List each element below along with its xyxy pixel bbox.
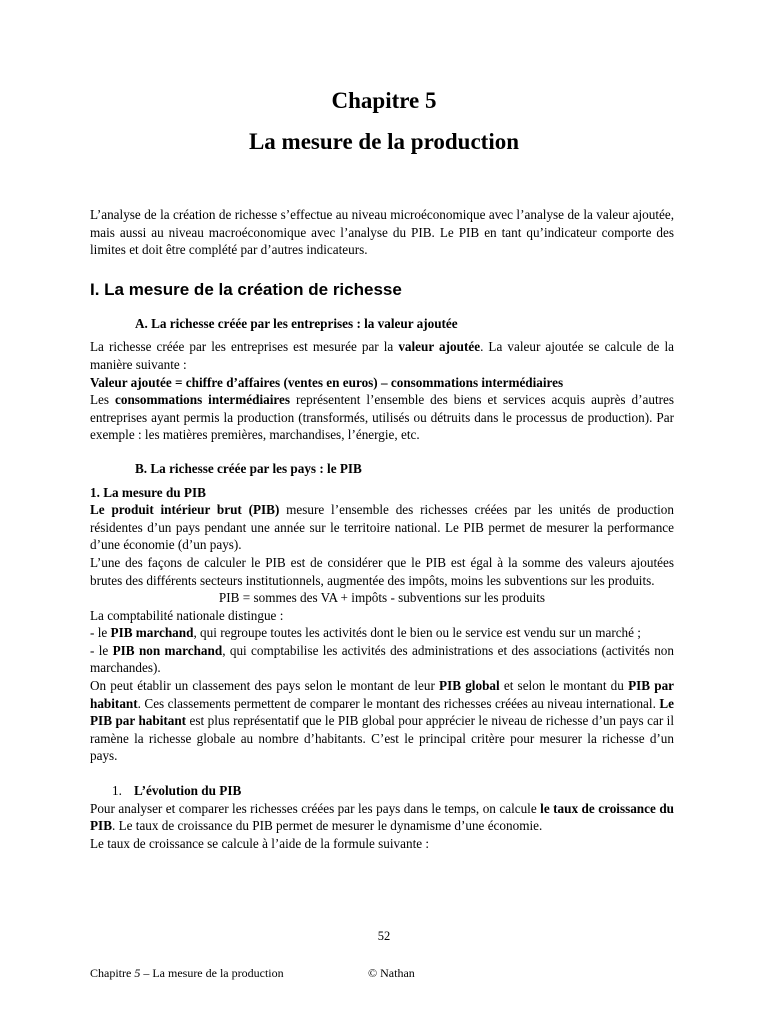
heading-text: L’évolution du PIB — [134, 783, 242, 799]
growth-formula-intro: Le taux de croissance se calcule à l’aide de la formule suivante : — [90, 835, 430, 851]
text-span: et selon le montant du — [499, 678, 629, 694]
text-span: La richesse créée par les entreprises est mesurée par la — [90, 339, 399, 355]
text-span: mesure l’ensemble des richesses créées par les unités de production résidentes d’un pays pendant une année sur le territoire national. Le PIB permet de mesurer la performance d’une économie (d’un pays). — [90, 502, 674, 553]
text-span: - le — [90, 625, 111, 641]
bold-term: PIB par habitant — [90, 678, 675, 711]
country-ranking-paragraph — [90, 677, 674, 765]
pib-formula: PIB = sommes des VA + impôts - subventions sur les produits — [218, 590, 546, 606]
value-added-paragraph — [90, 338, 674, 373]
subheading-a: A. La richesse créée par les entreprises : la valeur ajoutée — [135, 315, 458, 331]
footer-chapter-prefix: Chapitre — [90, 966, 135, 980]
page-footer — [90, 966, 415, 981]
pib-definition-paragraph — [90, 501, 674, 554]
text-span: . La valeur ajoutée se calcule de la manière suivante : — [90, 339, 674, 372]
national-accounting-intro: La comptabilité nationale distingue : — [90, 607, 284, 623]
bold-term: PIB global — [439, 678, 500, 694]
list-item-non-market-pib — [90, 642, 674, 677]
value-added-formula: Valeur ajoutée = chiffre d’affaires (ventes en euros) – consommations intermédiaires — [90, 374, 564, 390]
list-item-market-pib — [90, 624, 674, 642]
heading-pib-measure: 1. La mesure du PIB — [90, 484, 206, 500]
chapter-number: Chapitre 5 — [331, 88, 437, 113]
page-number: 52 — [377, 929, 391, 943]
heading-pib-evolution — [90, 782, 674, 800]
bold-term: Le produit intérieur brut (PIB) — [90, 502, 280, 518]
text-span: , qui regroupe toutes les activités dont le bien ou le service est vendu sur un marché ; — [193, 625, 641, 641]
text-span: Les — [90, 392, 116, 408]
bold-term: PIB marchand — [110, 625, 194, 641]
heading-number: 1. — [112, 783, 122, 799]
section-heading-1: I. La mesure de la création de richesse — [90, 279, 402, 299]
text-span: Pour analyser et comparer les richesses créées par les pays dans le temps, on calcule — [90, 800, 541, 816]
text-span: est plus représentatif que le PIB global pour apprécier le niveau de richesse d’un pays car il ramène la richesse globale au nombre d’habitants. C’est le principal critère pour mesurer la richesse d’un pays. — [90, 713, 674, 764]
bold-term: valeur ajoutée — [398, 339, 481, 355]
document-body — [90, 206, 674, 852]
bold-term: PIB non marchand — [112, 642, 223, 658]
footer-copyright: © Nathan — [368, 966, 415, 980]
growth-rate-paragraph — [90, 800, 674, 835]
subheading-b: B. La richesse créée par les pays : le PIB — [135, 460, 362, 476]
text-span: . Le taux de croissance du PIB permet de mesurer le dynamisme d’une économie. — [111, 818, 543, 834]
bold-term: Le PIB par habitant — [90, 695, 674, 729]
text-span: On peut établir un classement des pays selon le montant de leur — [90, 678, 440, 694]
intro-paragraph: L’analyse de la création de richesse s’effectue au niveau microéconomique avec l’analyse de la valeur ajoutée, mais aussi au niveau macroéconomique avec l’analyse du PIB. Le PIB en tant qu’indicateur comporte des limites et doit être complété par d’autres indicateurs. — [90, 207, 674, 258]
chapter-title: La mesure de la production — [248, 129, 520, 154]
pib-calculation-paragraph: L’une des façons de calculer le PIB est de considérer que le PIB est égal à la somme des valeurs ajoutées brutes des différents secteurs institutionnels, augmentée des impôts, moins les subventions sur les produits. — [90, 554, 674, 588]
text-span: . Ces classements permettent de comparer le montant des richesses créées au niveau international. — [137, 695, 660, 711]
text-span: , qui comptabilise les activités des administrations et des associations (activités non marchandes). — [90, 642, 674, 676]
footer-chapter-title: – La mesure de la production — [140, 966, 284, 980]
footer-chapter-number: 5 — [134, 966, 141, 980]
bold-term: consommations intermédiaires — [115, 392, 290, 408]
text-span: représentent l’ensemble des biens et services acquis auprès d’autres entreprises ayant permis la production (transformés, utilisés ou détruits dans le processus de production). Par exemple : les matières premières, marchandises, l’énergie, etc. — [90, 392, 674, 443]
intermediate-consumption-paragraph — [90, 391, 674, 444]
bold-term: le taux de croissance du PIB — [90, 800, 674, 834]
text-span: - le — [90, 642, 113, 658]
